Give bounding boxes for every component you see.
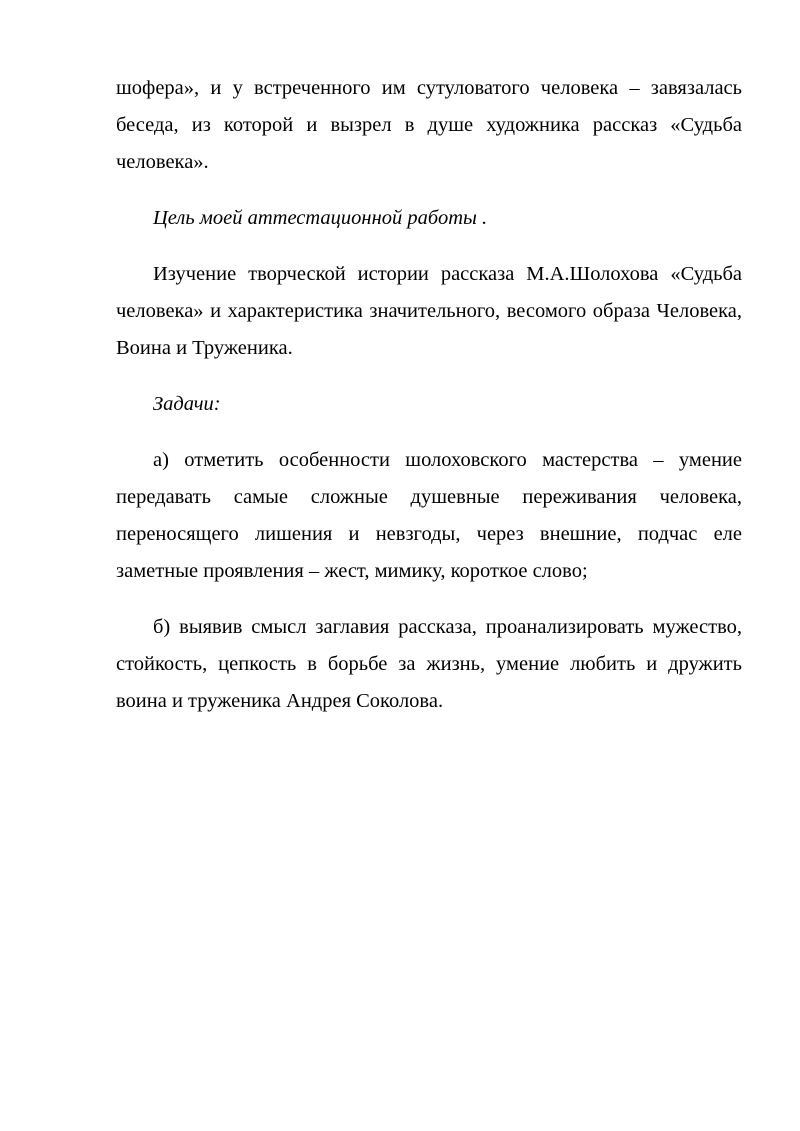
task-b-paragraph: б) выявив смысл заглавия рассказа, проанализировать мужество, стойкость, цепкость в борьбе за жизнь, умение любить и дружить воина и труженика Андрея Соколова. <box>116 616 742 712</box>
paragraph-continuation: шофера», и у встреченного им сутуловатого человека – завязалась беседа, из которой и вызрел в душе художника рассказ «Судьба человека». <box>116 77 742 173</box>
document-page <box>116 70 742 720</box>
task-a-paragraph: а) отметить особенности шолоховского мастерства – умение передавать самые сложные душевные переживания человека, переносящего лишения и невзгоды, через внешние, подчас еле заметные проявления – жест, мимику, короткое слово; <box>116 449 742 582</box>
goal-paragraph: Изучение творческой истории рассказа М.А.Шолохова «Судьба человека» и характеристика значительного, весомого образа Человека, Воина и Труженика. <box>116 263 742 359</box>
goal-heading: Цель моей аттестационной работы . <box>153 207 488 229</box>
tasks-heading: Задачи: <box>153 393 221 415</box>
